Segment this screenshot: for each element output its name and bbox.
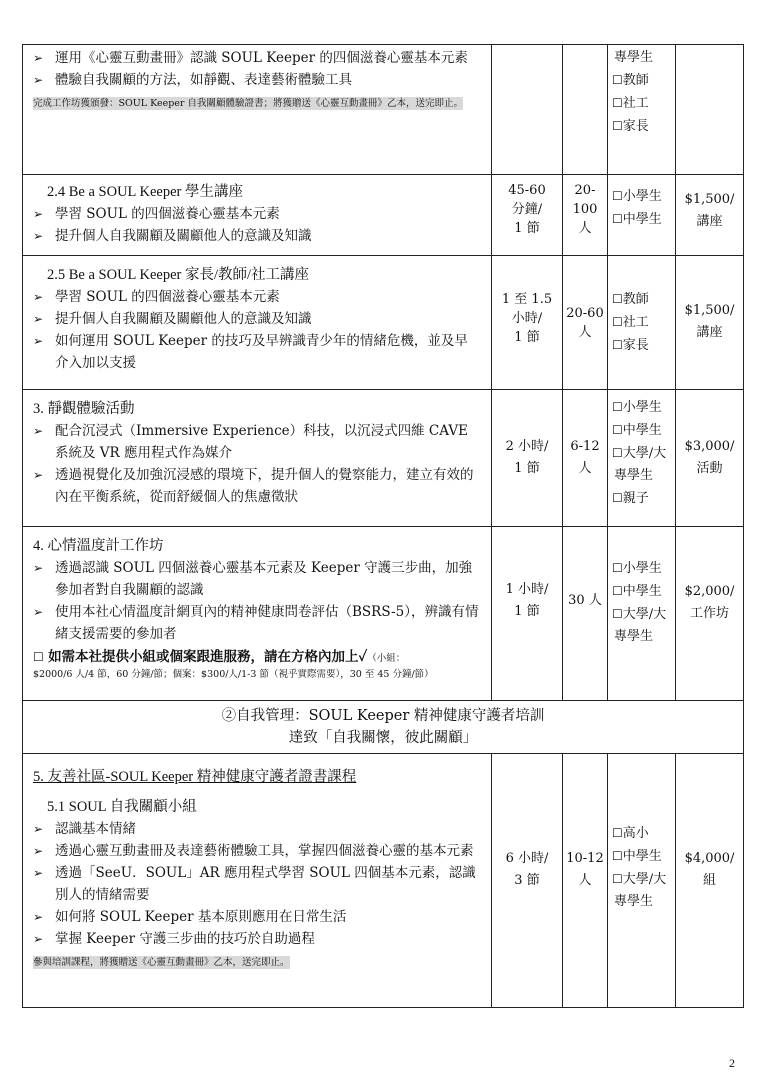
arrow-bullet-icon: ➢ [33,73,44,87]
arrow-bullet-icon: ➢ [33,561,44,575]
checkbox-icon[interactable]: ☐ [612,849,623,863]
checkbox-icon[interactable]: ☐ [612,561,623,575]
group-size: 10-12 [566,851,604,866]
table-row: 2.4 Be a SOUL Keeper 學生講座 ➢ 學習 SOUL 的四個滋養心靈基本元素 ➢ 提升個人自我關顧及關顧他人的意識及知識 45-60 分鐘/ 1 節 20- 100 人 ☐小學生 ☐中學生 $1,500/ 講座 [23,175,744,256]
duration: 6 小時/ [505,851,549,866]
service-checkbox-icon[interactable]: ☐ [33,650,44,664]
checkbox-icon[interactable]: ☐ [612,491,623,505]
fee: $1,500/ [684,303,735,318]
checkbox-icon[interactable]: ☐ [612,607,623,621]
table-row: 2.5 Be a SOUL Keeper 家長/教師/社工講座 ➢ 學習 SOUL 的四個滋養心靈基本元素 ➢ 提升個人自我關顧及關顧他人的意識及知識 ➢ 如何運用 SOUL Keeper 的技巧及早辨識青少年的情緒危機，並及早介入加以支援 1 至 1.5 小時/ 1 節 20-60 人 ☐教師 ☐社工 ☐家長 $1,500/ 講座 [23,256,744,390]
checkbox-icon[interactable]: ☐ [612,338,623,352]
checkbox-icon[interactable]: ☐ [612,96,623,110]
duration: 45-60 [508,183,546,198]
fee: $1,500/ [684,192,735,207]
checkbox-icon[interactable]: ☐ [612,292,623,306]
checkbox-icon[interactable]: ☐ [612,189,623,203]
checkbox-icon[interactable]: ☐ [612,423,623,437]
group-size: 20-60 [566,306,604,321]
arrow-bullet-icon: ➢ [33,605,44,619]
checkbox-icon[interactable]: ☐ [612,584,623,598]
bullet-item: ➢ 體驗自我關顧的方法，如靜觀、表達藝術體驗工具 [33,69,481,91]
duration: 1 至 1.5 [501,292,553,307]
gift-note: 參與培訓課程，將獲贈送《心靈互動畫冊》乙本，送完即止。 [33,957,290,968]
fee: $4,000/ [684,851,735,866]
arrow-bullet-icon: ➢ [33,334,44,348]
section-title: 3. 靜觀體驗活動 [33,401,135,417]
checkbox-icon[interactable]: ☐ [612,119,623,133]
section-title: 2.5 Be a SOUL Keeper 家長/教師/社工講座 [47,267,310,283]
fee: $2,000/ [684,584,735,599]
arrow-bullet-icon: ➢ [33,910,44,924]
checkbox-icon[interactable]: ☐ [612,315,623,329]
program-table [22,44,744,1008]
arrow-bullet-icon: ➢ [33,844,44,858]
duration: 2 小時/ [505,439,549,454]
section-banner-row [23,701,744,754]
section-title: 5. 友善社區-SOUL Keeper 精神健康守護者證書課程 [33,769,357,785]
bullet-item: ➢ 運用《心靈互動畫冊》認識 SOUL Keeper 的四個滋養心靈基本元素 [33,47,481,69]
audience-label: 社工 [622,96,649,111]
group-size: 6-12 [570,439,600,454]
service-request-label: 如需本社提供小組或個案跟進服務，請在方格內加上✓ [48,649,368,665]
fee: $3,000/ [684,439,735,454]
table-row [23,45,744,175]
arrow-bullet-icon: ➢ [33,932,44,946]
group-size: 20- [574,183,596,198]
section-title: 4. 心情溫度計工作坊 [33,538,164,554]
arrow-bullet-icon: ➢ [33,290,44,304]
arrow-bullet-icon: ➢ [33,312,44,326]
section-banner-subtitle: 達致「自我關懷，彼此關顧」 [288,730,478,746]
arrow-bullet-icon: ➢ [33,424,44,438]
arrow-bullet-icon: ➢ [33,866,44,880]
arrow-bullet-icon: ➢ [33,229,44,243]
audience-label: 專學生 [614,50,654,65]
table-row: 4. 心情溫度計工作坊 ➢ 透過認識 SOUL 四個滋養心靈基本元素及 Keeper 守護三步曲，加強參加者對自我關顧的認識 ➢ 使用本社心情溫度計網頁內的精神健康問卷評估（BSRS-5），辨識有情緒支援需要的參加者 ☐ 如需本社提供小組或個案跟進服務，請在方格內加上✓（小組： $2000/6 人/4 節，60 分鐘/節；個案：$300/人/1-3 節（視乎實際需要），30 至 45 分鐘/節） 1 小時/ 1 節 30 人 ☐小學生 ☐中學生 ☐大學/大 專學生 $2,000/ 工作坊 [23,527,744,701]
arrow-bullet-icon: ➢ [33,51,44,65]
section-title: 2.4 Be a SOUL Keeper 學生講座 [47,184,243,200]
checkbox-icon[interactable]: ☐ [612,446,623,460]
service-fee-note: $2000/6 人/4 節，60 分鐘/節；個案：$300/人/1-3 節（視乎實際需要），30 至 45 分鐘/節） [33,669,434,680]
audience-label: 教師 [622,73,649,88]
section-subtitle: 5.1 SOUL 自我關顧小組 [47,799,197,815]
table-row: 3. 靜觀體驗活動 ➢ 配合沉浸式（Immersive Experience）科技，以沉浸式四維 CAVE 系統及 VR 應用程式作為媒介 ➢ 透過視覺化及加強沉浸感的環境下，提升個人的覺察能力，建立有效的內在平衡系統，從而舒緩個人的焦慮徵狀 2 小時/ 1 節 6-12 人 ☐小學生 ☐中學生 ☐大學/大 專學生 ☐親子 $3,000/ 活動 [23,390,744,527]
arrow-bullet-icon: ➢ [33,207,44,221]
checkbox-icon[interactable]: ☐ [612,400,623,414]
section-banner-title: ②自我管理：SOUL Keeper 精神健康守護者培訓 [221,708,545,724]
table-row: 5. 友善社區-SOUL Keeper 精神健康守護者證書課程 5.1 SOUL 自我關顧小組 ➢ 認識基本情緒 ➢ 透過心靈互動畫冊及表達藝術體驗工具，掌握四個滋養心靈的基本元素 ➢ 透過「SeeU．SOUL」AR 應用程式學習 SOUL 四個基本元素，認識別人的情緒需要 ➢ 如何將 SOUL Keeper 基本原則應用在日常生活 ➢ 掌握 Keeper 守護三步曲的技巧於自助過程 參與培訓課程，將獲贈送《心靈互動畫冊》乙本，送完即止。 6 小時/ 3 節 10-12 人 ☐高小 ☐中學生 ☐大學/大 專學生 $4,000/ 組 [23,754,744,1008]
arrow-bullet-icon: ➢ [33,822,44,836]
checkbox-icon[interactable]: ☐ [612,73,623,87]
page-number: 2 [729,1056,735,1070]
group-size: 30 人 [568,593,602,608]
duration: 1 小時/ [505,582,549,597]
checkbox-icon[interactable]: ☐ [612,872,623,886]
audience-label: 家長 [622,119,649,134]
checkbox-icon[interactable]: ☐ [612,212,623,226]
arrow-bullet-icon: ➢ [33,468,44,482]
gift-note: 完成工作坊獲頒發：SOUL Keeper 自我關顧體驗證書；將獲贈送《心靈互動畫冊》乙本，送完即止。 [33,98,463,109]
checkbox-icon[interactable]: ☐ [612,826,623,840]
